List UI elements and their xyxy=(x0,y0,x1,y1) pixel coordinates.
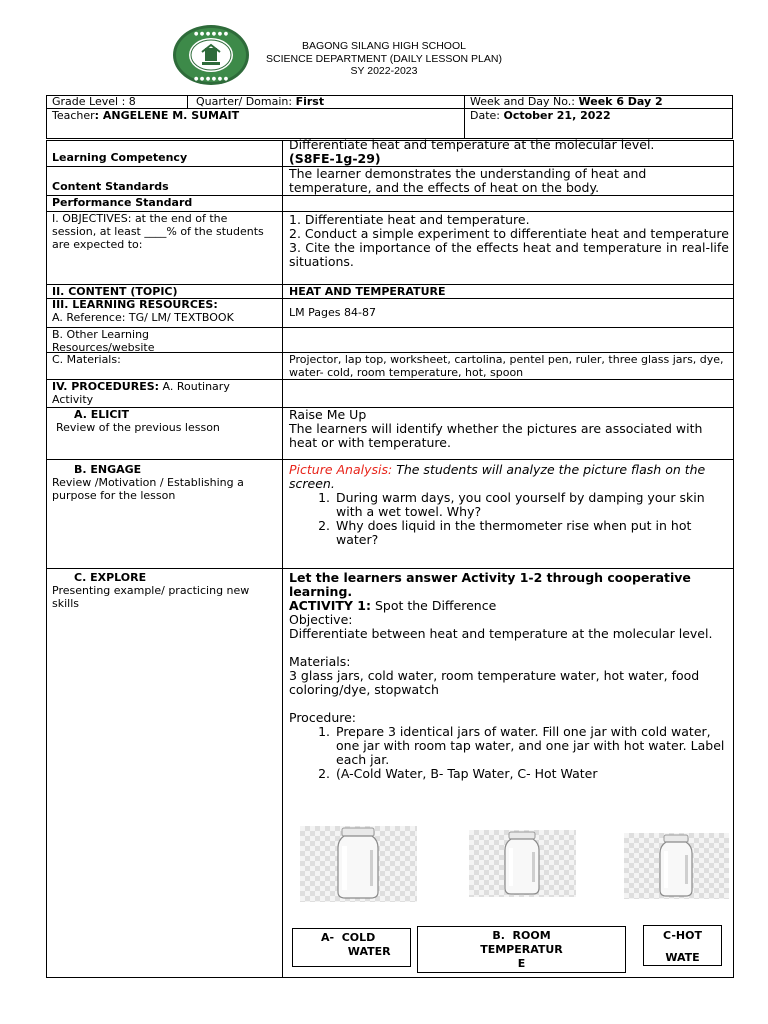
jar-label-a: A- COLD WATER xyxy=(292,928,411,967)
objective-item: 1. Differentiate heat and temperature. xyxy=(289,212,530,227)
engage-content xyxy=(289,463,729,547)
lesson-date: Date: October 21, 2022 xyxy=(470,109,611,122)
department-title: SCIENCE DEPARTMENT (DAILY LESSON PLAN) xyxy=(266,52,502,65)
engage-cell xyxy=(52,463,277,502)
jar-label-c: C-HOT WATE xyxy=(643,925,722,966)
procedures-label: IV. PROCEDURES: A. Routinary Activity xyxy=(52,380,230,406)
school-year: SY 2022-2023 xyxy=(350,65,418,77)
engage-question: 1. During warm days, you cool yourself by damping your skin with a wet towel. Why? xyxy=(334,491,729,519)
objectives-list xyxy=(289,213,729,269)
jar-image-a xyxy=(300,826,417,902)
procedure-step: 1. Prepare 3 identical jars of water. Fill one jar with cold water, one jar with room tap water, and one jar with hot water. Label each jar. xyxy=(334,725,729,767)
jar-label-b: B. ROOM TEMPERATUR E xyxy=(417,926,626,973)
content-topic-value: HEAT AND TEMPERATURE xyxy=(289,285,446,298)
competency-code: (S8FE-1g-29) xyxy=(289,151,381,166)
procedure-step: 2. (A-Cold Water, B- Tap Water, C- Hot Water xyxy=(334,767,729,781)
svg-text:● ● ● ● ● ●: ● ● ● ● ● ● xyxy=(193,31,229,37)
objectives-label: I. OBJECTIVES: at the end of the session, at least ____% of the students are expected to: xyxy=(52,212,264,251)
reference-label: A. Reference: TG/ LM/ TEXTBOOK xyxy=(52,311,234,324)
engage-question: 2. Why does liquid in the thermometer rise when put in hot water? xyxy=(334,519,729,547)
elicit-subtitle: Review of the previous lesson xyxy=(56,421,220,434)
explore-cell xyxy=(52,571,277,610)
materials-text: 3 glass jars, cold water, room temperature water, hot water, food coloring/dye, stopwatch xyxy=(289,668,700,697)
competency-label: Learning Competency xyxy=(52,151,188,164)
other-resources-label: B. Other Learning Resources/website xyxy=(52,328,155,354)
content-topic-label: II. CONTENT (TOPIC) xyxy=(52,285,178,298)
content-standards-label: Content Standards xyxy=(52,180,169,193)
content-standards-text: The learner demonstrates the understanding of heat and temperature, and the effects of heat on the body. xyxy=(289,166,647,195)
explore-title: C. EXPLORE xyxy=(74,571,147,584)
resources-label: III. LEARNING RESOURCES: xyxy=(52,298,218,311)
elicit-content xyxy=(289,408,729,450)
explore-content xyxy=(289,571,729,781)
elicit-title: A. ELICIT xyxy=(74,408,130,421)
week-day: Week and Day No.: Week 6 Day 2 xyxy=(470,95,663,108)
materials-heading: Materials: xyxy=(289,654,351,669)
school-name: BAGONG SILANG HIGH SCHOOL xyxy=(302,40,466,52)
teacher: Teacher: ANGELENE M. SUMAIT xyxy=(52,109,240,122)
materials-value: Projector, lap top, worksheet, cartolina, pentel pen, ruler, three glass jars, dye, water- cold, room temperature, hot, spoon xyxy=(289,353,724,379)
objective-label: Objective: xyxy=(289,612,353,627)
engage-questions xyxy=(289,491,729,547)
engage-subtitle: Review /Motivation / Establishing a purpose for the lesson xyxy=(52,476,244,502)
procedure-heading: Procedure: xyxy=(289,710,357,725)
materials-label: C. Materials: xyxy=(52,353,121,366)
competency-text: Differentiate heat and temperature at the molecular level. xyxy=(289,137,655,152)
elicit-text: The learners will identify whether the pictures are associated with heat or with temperature. xyxy=(289,421,703,450)
reference-value: LM Pages 84-87 xyxy=(289,306,376,319)
quarter-domain: Quarter/ Domain: First xyxy=(196,95,325,108)
elicit-activity-name: Raise Me Up xyxy=(289,407,367,422)
grade-level: Grade Level : 8 xyxy=(52,95,136,108)
elicit-cell xyxy=(52,408,277,434)
jar-image-b xyxy=(469,830,576,897)
competency-cell xyxy=(289,138,729,166)
explore-subtitle: Presenting example/ practicing new skills xyxy=(52,584,250,610)
activity-title: ACTIVITY 1: Spot the Difference xyxy=(289,598,497,613)
procedure-steps xyxy=(289,725,729,781)
svg-text:● ● ● ● ● ●: ● ● ● ● ● ● xyxy=(193,76,229,82)
resources-cell xyxy=(52,298,234,324)
explore-intro: Let the learners answer Activity 1-2 through cooperative learning. xyxy=(289,570,691,599)
objective-item: 3. Cite the importance of the effects heat and temperature in real-life situations. xyxy=(289,240,729,269)
objective-text: Differentiate between heat and temperature at the molecular level. xyxy=(289,626,713,641)
engage-title: B. ENGAGE xyxy=(74,463,142,476)
performance-standard-label: Performance Standard xyxy=(52,196,193,209)
objective-item: 2. Conduct a simple experiment to differentiate heat and temperature xyxy=(289,226,729,241)
jar-image-c xyxy=(624,833,729,899)
engage-lead: Picture Analysis: The students will analyze the picture flash on the screen. xyxy=(289,462,706,491)
